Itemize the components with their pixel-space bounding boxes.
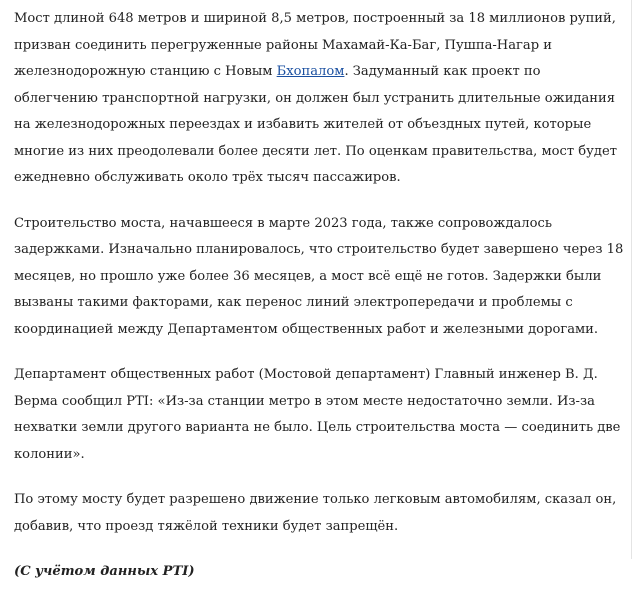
paragraph-construction-delays: Строительство моста, начавшееся в марте 2023 года, также сопровождалось задержками. Изначально планировалось, что строительство будет завершено через 18 месяцев, но прошло уже более 36 месяцев, а мост всё ещё не готов. Задержки были вызваны такими факторами, как перенос линий электропередачи и проблемы с координацией между Департаментом общественных работ и железными дорогами. (14, 215, 624, 337)
paragraph-engineer-quote: Департамент общественных работ (Мостовой департамент) Главный инженер В. Д. Верма сообщил PTI: «Из-за станции метро в этом месте недостаточно земли. Из-за нехватки земли другого варианта не было. Цель строительства моста — соединить две колонии». (14, 367, 621, 462)
source-credit: (С учётом данных PTI) (14, 564, 195, 579)
article-body (14, 6, 624, 605)
paragraph-traffic-restriction: По этому мосту будет разрешено движение только легковым автомобилям, сказал он, добавив, что проезд тяжёлой техники будет запрещён. (14, 492, 617, 534)
right-edge-divider (631, 0, 632, 559)
paragraph-bridge-description (14, 6, 624, 192)
paragraph-1-text-start: Мост длиной 648 метров и шириной 8,5 метров, построенный за 18 миллионов рупий, призван соединить перегруженные районы Махамай-Ка-Баг, Пушпа-Нагар и железнодорожную станцию с Новым (14, 11, 616, 79)
bhopal-link[interactable]: Бхопалом (276, 64, 345, 79)
paragraph-1-text-end: . Задуманный как проект по облегчению транспортной нагрузки, он должен был устранить длительные ожидания на железнодорожных переездах и избавить жителей от объездных путей, которые многие из них преодолевали более десяти лет. По оценкам правительства, мост будет ежедневно обслуживать около трёх тысяч пассажиров. (14, 64, 617, 185)
